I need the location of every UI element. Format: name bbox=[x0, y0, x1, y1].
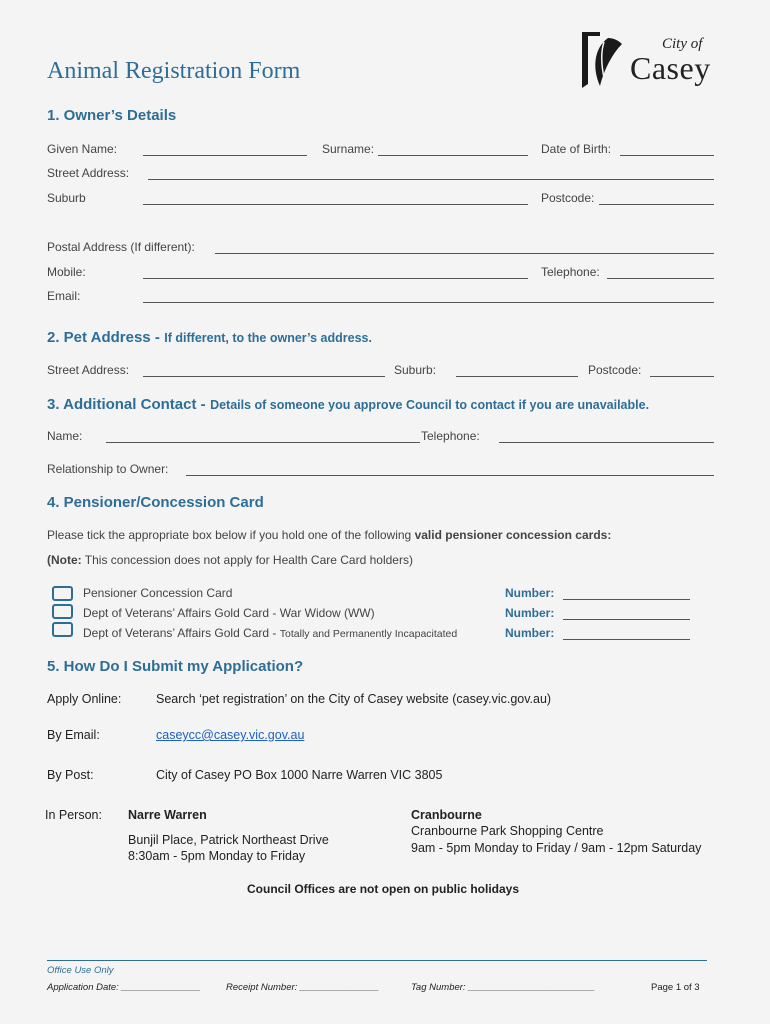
section4-heading: 4. Pensioner/Concession Card bbox=[47, 494, 264, 511]
concession-intro-bold: valid pensioner concession cards: bbox=[414, 528, 612, 542]
tpi-label bbox=[83, 626, 457, 640]
pet-suburb-label: Suburb: bbox=[394, 363, 437, 377]
pet-postcode-label: Postcode: bbox=[588, 363, 642, 377]
mobile-label: Mobile: bbox=[47, 265, 86, 279]
pet-street-label: Street Address: bbox=[47, 363, 130, 377]
concession-intro-text: Please tick the appropriate box below if you hold one of the following bbox=[47, 528, 412, 542]
cranbourne-hours: 9am - 5pm Monday to Friday / 9am - 12pm Saturday bbox=[411, 841, 702, 855]
cranbourne-address: Cranbourne Park Shopping Centre bbox=[411, 824, 604, 838]
pet-postcode-field[interactable] bbox=[650, 376, 714, 377]
logo-city-of: City of bbox=[662, 36, 703, 52]
contact-name-field[interactable] bbox=[106, 442, 420, 443]
surname-label: Surname: bbox=[322, 142, 375, 156]
receipt-number-field: Receipt Number: _______________ bbox=[226, 982, 380, 993]
war-widow-checkbox[interactable] bbox=[52, 604, 73, 619]
contact-telephone-label: Telephone: bbox=[421, 429, 480, 443]
contact-name-label: Name: bbox=[47, 429, 83, 443]
concession-note-bold: (Note: bbox=[47, 553, 82, 567]
tpi-checkbox[interactable] bbox=[52, 622, 73, 637]
page-number: Page 1 of 3 bbox=[651, 982, 700, 993]
suburb-label: Suburb bbox=[47, 191, 86, 205]
postal-address-label: Postal Address (If different): bbox=[47, 240, 195, 254]
tpi-label-main: Dept of Veterans’ Affairs Gold Card - bbox=[83, 626, 277, 640]
section1-heading: 1. Owner’s Details bbox=[47, 107, 177, 124]
in-person-label: In Person: bbox=[45, 808, 102, 822]
surname-field[interactable] bbox=[378, 155, 528, 156]
street-address-field[interactable] bbox=[148, 179, 714, 180]
tag-number-field: Tag Number: ________________________ bbox=[411, 982, 596, 993]
tpi-number-label: Number: bbox=[505, 626, 555, 640]
narre-warren-hours: 8:30am - 5pm Monday to Friday bbox=[128, 849, 306, 863]
email-link[interactable]: caseycc@casey.vic.gov.au bbox=[156, 728, 305, 742]
narre-warren-title: Narre Warren bbox=[128, 808, 207, 822]
postcode-field[interactable] bbox=[599, 204, 714, 205]
war-widow-number-label: Number: bbox=[505, 606, 555, 620]
contact-telephone-field[interactable] bbox=[499, 442, 714, 443]
casey-leaf-icon bbox=[578, 30, 626, 92]
email-field[interactable] bbox=[143, 302, 714, 303]
concession-note-text: This concession does not apply for Health Care Card holders) bbox=[84, 553, 413, 567]
section2-heading-row bbox=[47, 329, 372, 347]
suburb-field[interactable] bbox=[143, 204, 528, 205]
dob-label: Date of Birth: bbox=[541, 142, 612, 156]
pet-suburb-field[interactable] bbox=[456, 376, 578, 377]
section2-heading: 2. Pet Address - bbox=[47, 329, 160, 346]
by-email-label: By Email: bbox=[47, 728, 100, 742]
by-post-text: City of Casey PO Box 1000 Narre Warren VIC 3805 bbox=[156, 768, 443, 782]
footer-divider bbox=[47, 960, 707, 961]
given-name-field[interactable] bbox=[143, 155, 307, 156]
section2-subheading: If different, to the owner’s address. bbox=[164, 331, 372, 345]
section3-subheading: Details of someone you approve Council to contact if you are unavailable. bbox=[210, 398, 650, 412]
pensioner-number-field[interactable] bbox=[563, 599, 690, 600]
tpi-number-field[interactable] bbox=[563, 639, 690, 640]
holiday-notice: Council Offices are not open on public holidays bbox=[247, 882, 520, 896]
cranbourne-title: Cranbourne bbox=[411, 808, 482, 822]
telephone-field[interactable] bbox=[607, 278, 714, 279]
section5-heading: 5. How Do I Submit my Application? bbox=[47, 658, 304, 675]
section3-heading-row bbox=[47, 396, 649, 414]
apply-online-label: Apply Online: bbox=[47, 692, 122, 706]
logo-name: Casey bbox=[630, 50, 711, 86]
office-use-label: Office Use Only bbox=[47, 965, 114, 976]
email-label: Email: bbox=[47, 289, 81, 303]
pensioner-card-label: Pensioner Concession Card bbox=[83, 586, 233, 600]
pet-street-field[interactable] bbox=[143, 376, 385, 377]
pensioner-number-label: Number: bbox=[505, 586, 555, 600]
relationship-label: Relationship to Owner: bbox=[47, 462, 169, 476]
pensioner-card-checkbox[interactable] bbox=[52, 586, 73, 601]
by-post-label: By Post: bbox=[47, 768, 94, 782]
page-title: Animal Registration Form bbox=[47, 58, 301, 84]
relationship-field[interactable] bbox=[186, 475, 714, 476]
narre-warren-address: Bunjil Place, Patrick Northeast Drive bbox=[128, 833, 329, 847]
dob-field[interactable] bbox=[620, 155, 714, 156]
war-widow-label: Dept of Veterans’ Affairs Gold Card - War Widow (WW) bbox=[83, 606, 375, 620]
street-address-label: Street Address: bbox=[47, 166, 130, 180]
apply-online-text: Search ‘pet registration’ on the City of Casey website (casey.vic.gov.au) bbox=[156, 692, 552, 706]
application-date-field: Application Date: _______________ bbox=[47, 982, 201, 993]
mobile-field[interactable] bbox=[143, 278, 528, 279]
city-of-casey-logo bbox=[578, 30, 723, 92]
section3-heading: 3. Additional Contact - bbox=[47, 396, 206, 413]
concession-note bbox=[47, 553, 413, 567]
concession-intro bbox=[47, 528, 611, 542]
postcode-label: Postcode: bbox=[541, 191, 595, 205]
war-widow-number-field[interactable] bbox=[563, 619, 690, 620]
postal-address-field[interactable] bbox=[215, 253, 714, 254]
given-name-label: Given Name: bbox=[47, 142, 118, 156]
tpi-label-extra: Totally and Permanently Incapacitated bbox=[279, 628, 458, 640]
telephone-label: Telephone: bbox=[541, 265, 600, 279]
